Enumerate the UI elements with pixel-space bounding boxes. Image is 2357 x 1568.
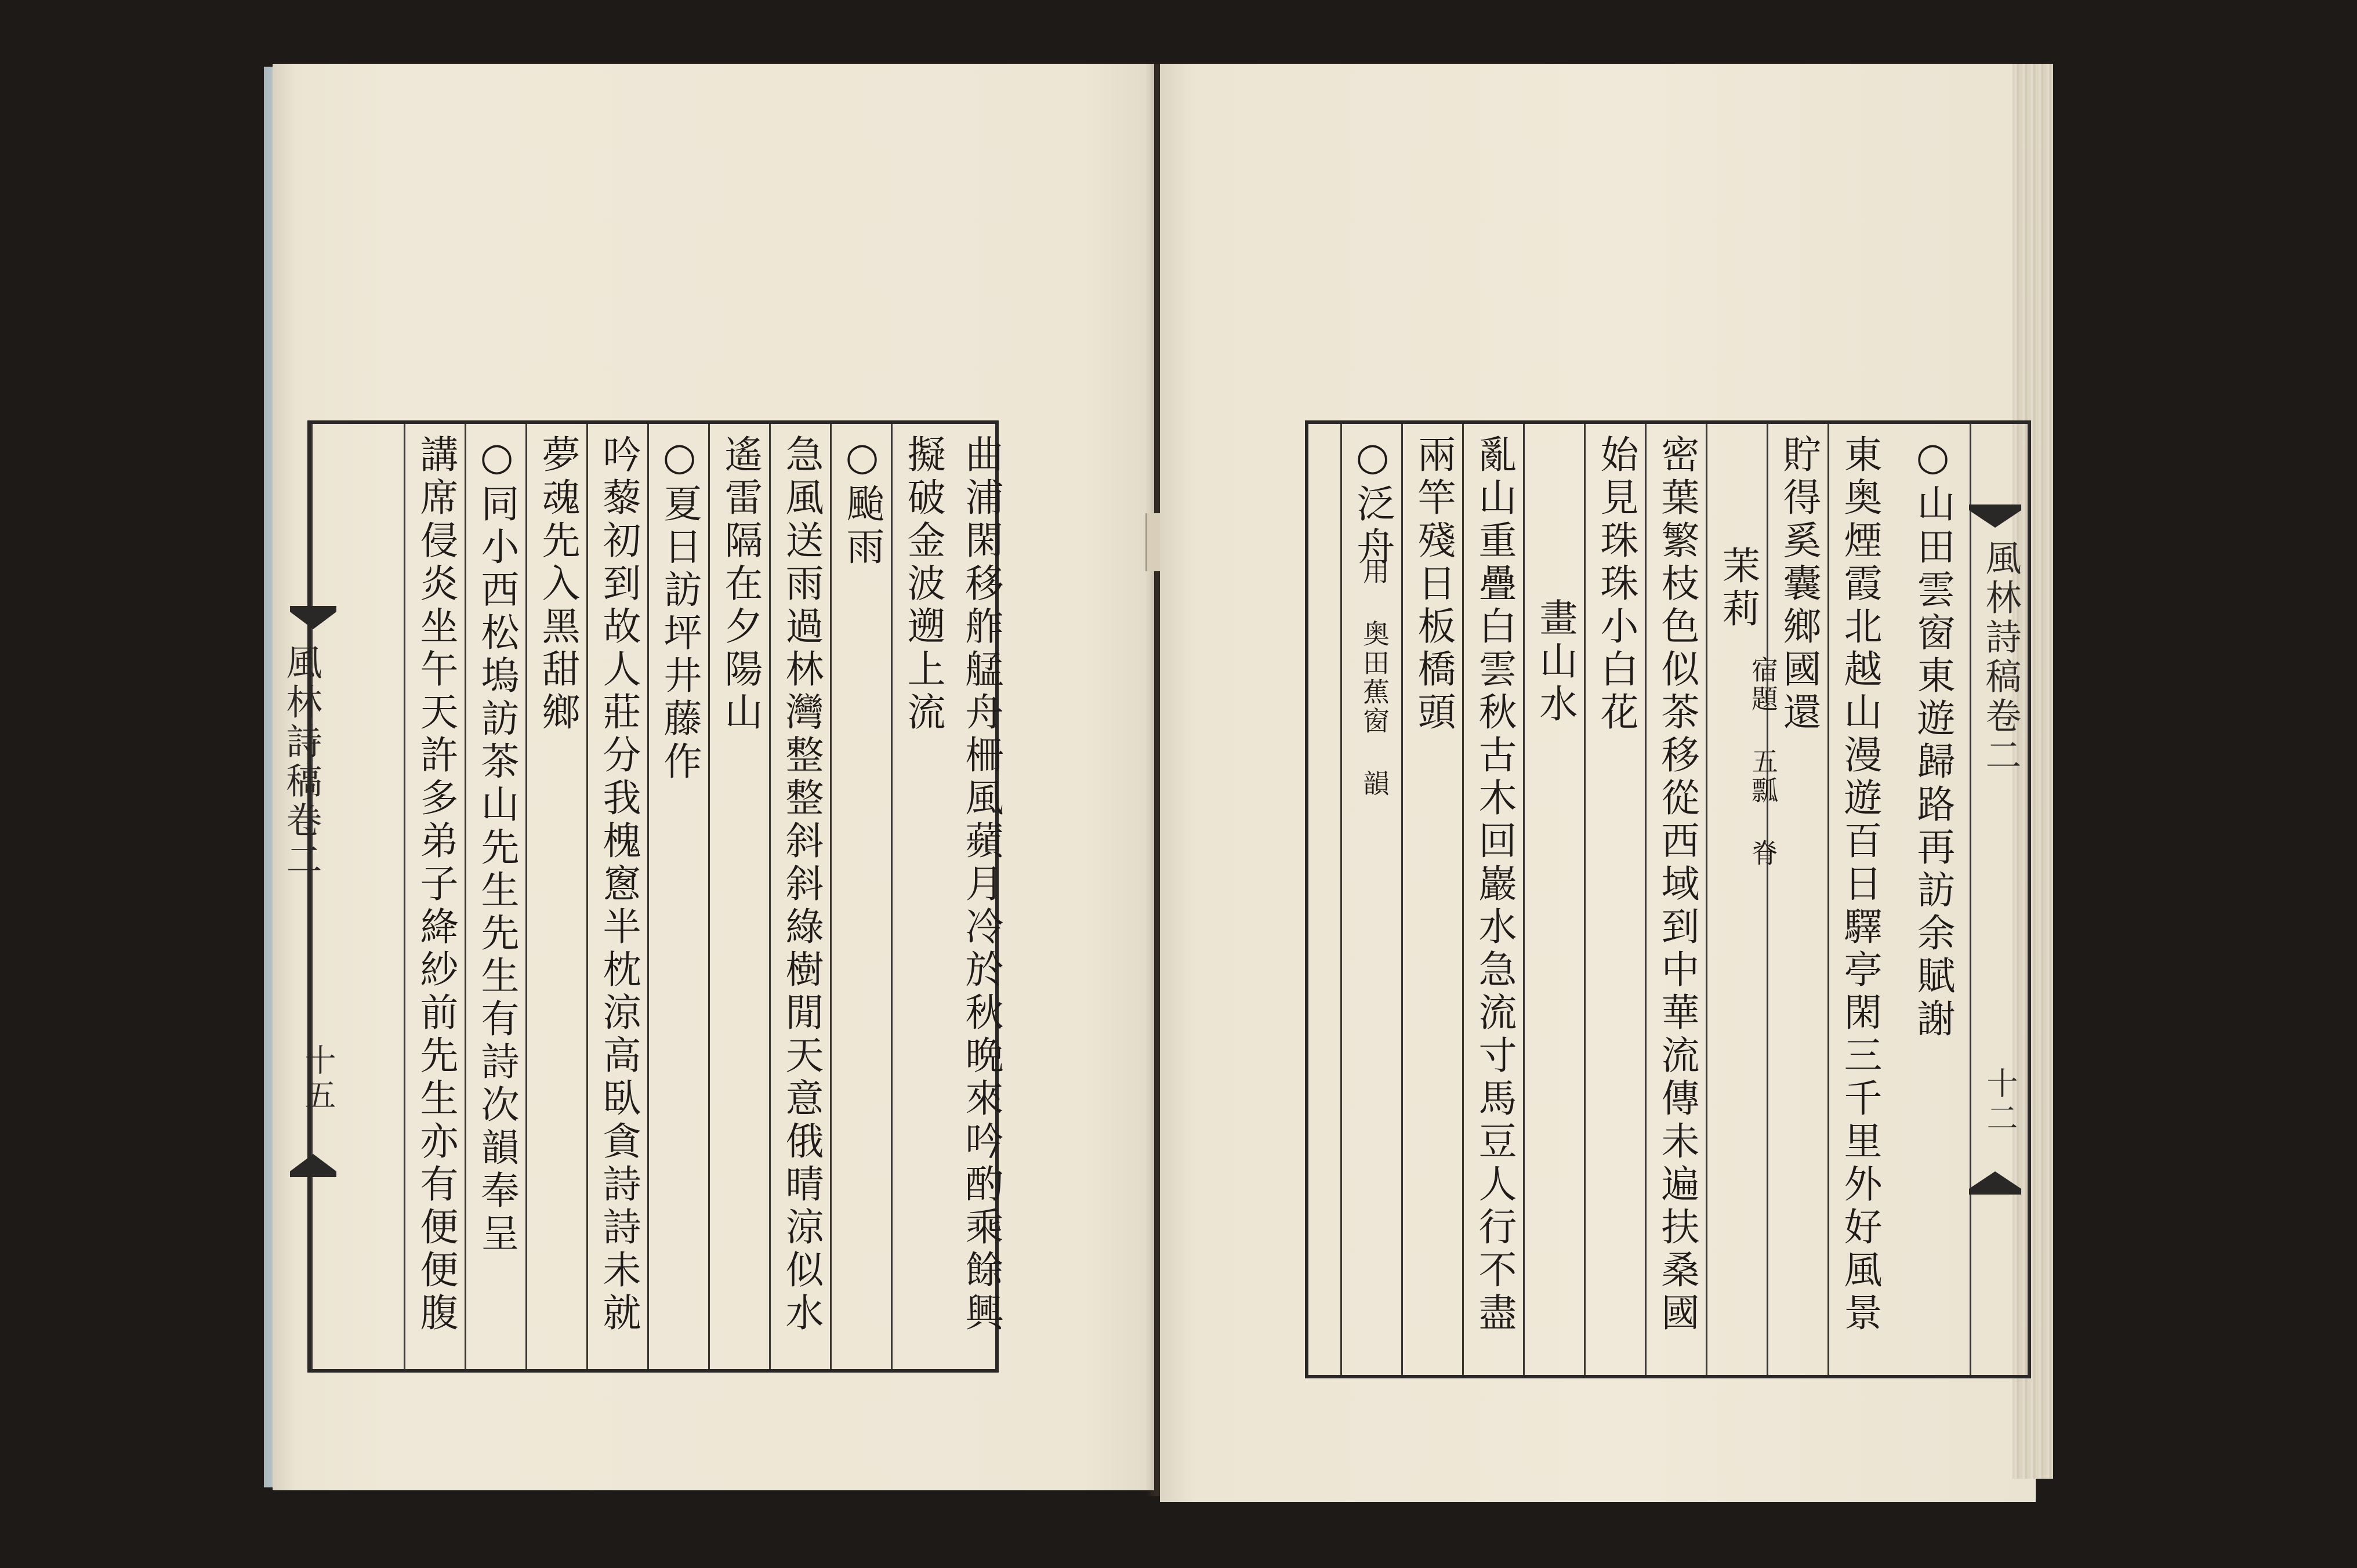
column-text: 吟藜初到故人莊分我槐窻半枕涼高臥貪詩詩未就 xyxy=(596,434,641,1335)
column-text: 急風送雨過林灣整整斜斜綠樹閒天意俄晴涼似水 xyxy=(779,434,824,1335)
page-number: 十五 xyxy=(300,1044,336,1113)
column-text: 夢魂先入黑甜鄉 xyxy=(535,434,580,735)
column xyxy=(1888,424,1970,1375)
hashira-title: 風林詩稿卷二 xyxy=(280,644,322,880)
left-page-text-frame xyxy=(307,420,1003,1373)
column xyxy=(830,424,891,1369)
fishtail-mark-icon xyxy=(290,606,336,635)
page-number: 十二 xyxy=(1982,1067,2018,1137)
poem-title: ○颱雨 xyxy=(840,434,884,569)
poem-title: ○同小西松塢訪茶山先生先生有詩次韻奉呈 xyxy=(474,434,519,1256)
column-text: 遙雷隔在夕陽山 xyxy=(718,434,763,735)
column-text: 東奥煙霞北越山漫遊百日驛亭閑三千里外好風景 xyxy=(1837,434,1882,1335)
column xyxy=(1706,424,1779,1375)
column-text: 密葉繁枝色似茶移從西域到中華流傳未遍扶桑國 xyxy=(1655,434,1699,1335)
fishtail-mark-icon xyxy=(1969,1166,2021,1195)
poem-title: 畫山水 xyxy=(1533,598,1578,727)
column-text: 亂山重疊白雲秋古木回巖水急流寸馬豆人行不盡 xyxy=(1472,434,1517,1335)
column xyxy=(1340,424,1401,1375)
column xyxy=(1401,424,1462,1375)
fishtail-mark-icon xyxy=(290,1148,336,1177)
column xyxy=(1584,424,1645,1375)
column-text: 曲浦閑移舴艋舟柵風蘋月冷於秋晩來吟酌乘餘興 xyxy=(959,434,1003,1335)
poem-title: ○夏日訪坪井藤作 xyxy=(657,434,702,784)
fishtail-mark-icon xyxy=(1969,504,2021,533)
poem-subtitle: 宿題 五瓢 脊 xyxy=(1747,656,1779,868)
column-text: 兩竿殘日板橋頭 xyxy=(1411,434,1456,735)
column xyxy=(891,424,952,1369)
poem-title: ○泛舟 xyxy=(1350,434,1395,569)
column xyxy=(1645,424,1706,1375)
column xyxy=(404,424,465,1369)
column-text: 講席侵炎坐午天許多弟子絳紗前先生亦有便便腹 xyxy=(414,434,458,1335)
column-text: 擬破金波遡上流 xyxy=(901,434,945,735)
column xyxy=(1767,424,1827,1375)
column xyxy=(586,424,647,1369)
column xyxy=(952,424,1003,1369)
column xyxy=(465,424,525,1369)
poem-subtitle: 用 奥田蕉窗 韻 xyxy=(1359,557,1390,798)
hashira-title: 風林詩稿卷二 xyxy=(1979,539,2022,776)
column xyxy=(769,424,830,1369)
column-text: 始見珠珠小白花 xyxy=(1594,434,1638,735)
poem-title: 茉莉 xyxy=(1716,546,1760,631)
hashira-column xyxy=(311,424,404,1369)
column xyxy=(708,424,769,1369)
column xyxy=(1462,424,1523,1375)
column xyxy=(647,424,708,1369)
column xyxy=(1827,424,1888,1375)
column-text: 貯得奚囊鄉國還 xyxy=(1776,434,1821,735)
right-page-text-frame xyxy=(1305,420,2031,1378)
poem-title: ○山田雲窗東遊歸路再訪余賦謝 xyxy=(1910,434,1955,1041)
column xyxy=(1523,424,1584,1375)
column xyxy=(525,424,586,1369)
